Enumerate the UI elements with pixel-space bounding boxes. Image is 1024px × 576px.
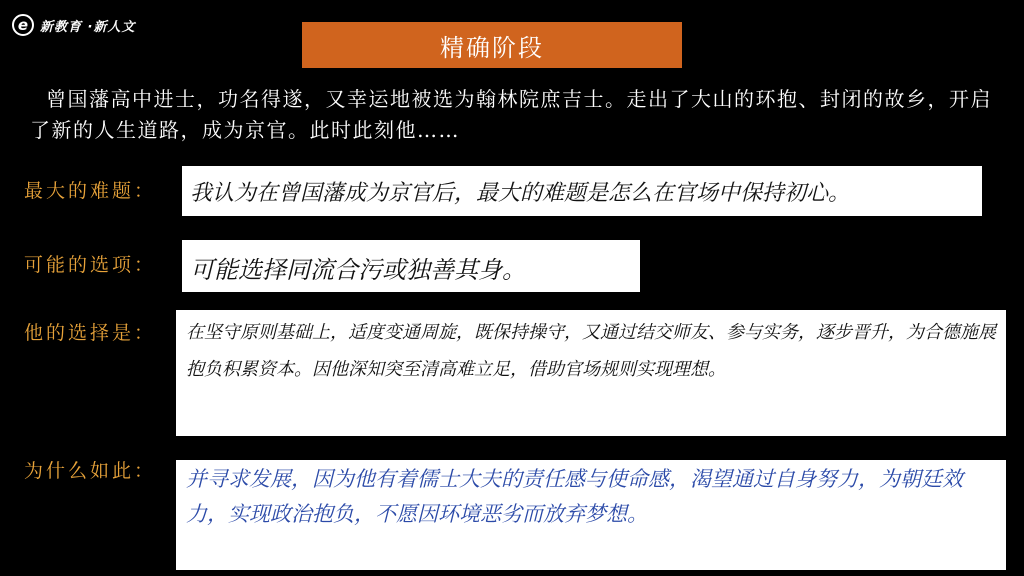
answer-possible-options-text: 可能选择同流合污或独善其身。 xyxy=(190,256,526,284)
logo xyxy=(12,12,135,38)
answer-possible-options xyxy=(182,240,640,292)
answer-his-choice xyxy=(176,310,1006,436)
logo-e-icon xyxy=(12,14,34,36)
answer-biggest-problem-text: 我认为在曾国藩成为京官后，最大的难题是怎么在官场中保持初心。 xyxy=(190,181,851,206)
answer-his-choice-text: 在坚守原则基础上，适度变通周旋，既保持操守，又通过结交师友、参与实务，逐步晋升，为合德施展抱负积累资本。因他深知突至清高难立足，借助官场规则实现理想。 xyxy=(186,322,996,380)
slide-title: 精确阶段 xyxy=(302,22,682,68)
logo-e-glyph: e xyxy=(17,15,29,34)
label-why: 为什么如此： xyxy=(24,460,157,482)
label-his-choice: 他的选择是： xyxy=(24,322,157,344)
label-biggest-problem: 最大的难题： xyxy=(24,180,157,202)
answer-why xyxy=(176,460,1006,570)
intro-paragraph: 曾国藩高中进士，功名得遂，又幸运地被选为翰林院庶吉士。走出了大山的环抱、封闭的故乡，开启了新的人生道路，成为京官。此时此刻他…… xyxy=(30,87,992,142)
logo-text: 新教育 ·新人文 xyxy=(40,19,136,35)
answer-biggest-problem xyxy=(182,166,982,216)
label-possible-options: 可能的选项： xyxy=(24,254,157,276)
answer-why-text: 并寻求发展，因为他有着儒士大夫的责任感与使命感，渴望通过自身努力，为朝廷效力，实现政治抱负，不愿因环境恶劣而放弃梦想。 xyxy=(186,467,963,526)
